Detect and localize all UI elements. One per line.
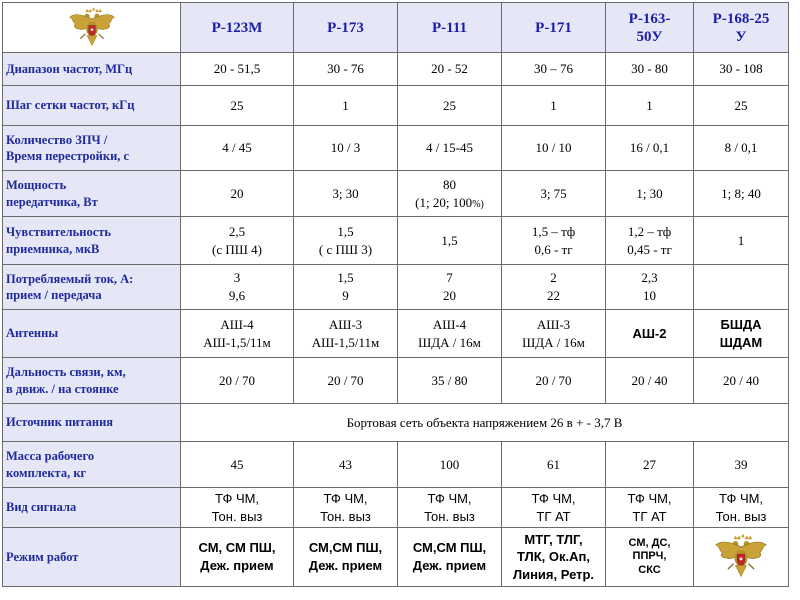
corner-cell (3, 3, 181, 53)
row-label: Антенны (3, 310, 181, 358)
row-signal-type (3, 488, 789, 528)
cell-line: МТГ, ТЛГ, (524, 531, 583, 547)
cell-value (398, 265, 502, 310)
row-label (3, 442, 181, 488)
cell-line: (с ПШ 4) (212, 241, 262, 257)
cell-line: СКС (638, 563, 661, 576)
cell-value: 20 / 40 (694, 358, 789, 404)
cell-line: ТФ ЧМ, (718, 490, 764, 506)
cell-value: 61 (502, 442, 606, 488)
cell-value (502, 265, 606, 310)
cell-value (606, 488, 694, 528)
cell-line: АШ-3 (328, 316, 363, 332)
cell-value-merged: Бортовая сеть объекта напряжением 26 в + - 3,7 В (181, 404, 789, 442)
cell-value: 10 / 10 (502, 126, 606, 171)
cell-line: Тон. выз (715, 508, 767, 524)
cell-line: Линия, Ретр. (512, 566, 595, 582)
cell-line: 2 (550, 270, 557, 286)
cell-line: АШ-1,5/11м (203, 334, 271, 350)
row-label-line1: Дальность связи, км, (6, 365, 126, 380)
cell-value: 30 - 76 (294, 53, 398, 86)
cell-value (181, 528, 294, 587)
cell-value: 1 (502, 86, 606, 126)
cell-line: ШДА / 16м (418, 334, 481, 350)
col-header-r111: Р-111 (398, 3, 502, 53)
cell-line: 3 (233, 270, 241, 286)
row-label-line1: Количество ЗПЧ / (6, 132, 108, 147)
cell-value: 1 (694, 217, 789, 265)
row-label-line2: приемника, мкВ (6, 241, 100, 256)
cell-line: СМ, СМ ПШ, (198, 540, 276, 556)
cell-value: 3; 75 (502, 171, 606, 217)
row-current-consumption (3, 265, 789, 310)
col-header-r168-line2: У (735, 28, 747, 45)
col-header-r163-line2: 50У (636, 28, 663, 45)
cell-value: 39 (694, 442, 789, 488)
cell-line: Тон. выз (320, 508, 371, 524)
cell-value: 27 (606, 442, 694, 488)
row-label-line1: Масса рабочего (6, 449, 95, 464)
cell-line: СМ,СМ ПШ, (412, 540, 487, 556)
cell-value: 20 / 70 (294, 358, 398, 404)
cell-value (181, 265, 294, 310)
cell-value: 4 / 15-45 (398, 126, 502, 171)
cell-line: 2,3 (641, 270, 658, 286)
row-label (3, 171, 181, 217)
row-frequency-range (3, 53, 789, 86)
row-operating-modes (3, 528, 789, 587)
cell-value: 1; 30 (606, 171, 694, 217)
cell-value: 25 (181, 86, 294, 126)
cell-value: 45 (181, 442, 294, 488)
cell-line: ШДАМ (719, 334, 763, 350)
cell-line: ТГ АТ (536, 508, 571, 524)
col-header-r123m: Р-123М (181, 3, 294, 53)
cell-value: 20 - 52 (398, 53, 502, 86)
row-label-line2: передатчика, Вт (6, 194, 98, 209)
cell-line: ТГ АТ (632, 508, 667, 524)
cell-value (294, 488, 398, 528)
cell-line: АШ-1,5/11м (311, 334, 380, 350)
row-label-line1: Потребляемый ток, А: (6, 271, 134, 286)
cell-value: 1 (606, 86, 694, 126)
cell-line: Тон. выз (424, 508, 475, 524)
cell-value: 1; 8; 40 (694, 171, 789, 217)
cell-value (694, 488, 789, 528)
row-label: Диапазон частот, МГц (3, 53, 181, 86)
cell-value-empty (694, 265, 789, 310)
emblem-cell (694, 528, 789, 587)
row-label: Шаг сетки частот, кГц (3, 86, 181, 126)
row-label (3, 126, 181, 171)
cell-line: 1,5 (337, 270, 354, 286)
cell-line: 0,6 - тг (534, 241, 573, 257)
row-label (3, 358, 181, 404)
row-communication-range (3, 358, 789, 404)
cell-line: 0,45 - тг (627, 241, 672, 257)
double-headed-eagle-icon (67, 7, 117, 49)
cell-line: 22 (547, 288, 560, 303)
row-label: Режим работ (3, 528, 181, 587)
row-antennas (3, 310, 789, 358)
cell-value (181, 488, 294, 528)
cell-value: 30 - 80 (606, 53, 694, 86)
row-label-line2: в движ. / на стоянке (6, 381, 119, 396)
col-header-r168-25u (694, 3, 789, 53)
cell-value: 100 (398, 442, 502, 488)
cell-line: АШ-4 (220, 316, 254, 332)
cell-line: ТЛК, Ок.Ап, (517, 549, 590, 565)
cell-value: 3; 30 (294, 171, 398, 217)
cell-line: 1,5 – тф (531, 223, 576, 239)
cell-line: АШ-3 (536, 316, 571, 332)
row-label-line2: прием / передача (6, 288, 102, 302)
row-label (3, 217, 181, 265)
row-label-line2: Время перестройки, с (6, 149, 130, 163)
cell-value: АШ-2 (606, 310, 694, 358)
cell-line: 1,2 – тф (627, 223, 672, 239)
cell-value (398, 528, 502, 587)
specs-table (2, 2, 789, 587)
cell-value: 20 (181, 171, 294, 217)
cell-value: 8 / 0,1 (694, 126, 789, 171)
cell-line: ( с ПШ 3) (318, 241, 373, 257)
cell-value: 4 / 45 (181, 126, 294, 171)
cell-line: ТФ ЧМ, (214, 490, 260, 506)
cell-line: АШ-4 (432, 316, 467, 332)
cell-line: ТФ ЧМ, (531, 490, 576, 506)
cell-line: БШДА (720, 316, 762, 332)
col-header-r168-line1: Р-168-25 (712, 10, 770, 27)
row-set-mass (3, 442, 789, 488)
row-power-source (3, 404, 789, 442)
cell-value: 35 / 80 (398, 358, 502, 404)
cell-text: (1; 20; 100 (415, 194, 473, 210)
cell-value (398, 310, 502, 358)
cell-line: 80 (443, 176, 456, 192)
row-label-line1: Мощность (6, 178, 67, 193)
cell-text-small: %) (472, 198, 484, 210)
cell-line: ШДА / 16м (522, 334, 585, 350)
cell-value (294, 265, 398, 310)
cell-value: 1,5 (398, 217, 502, 265)
cell-line: СМ, ДС, (628, 537, 671, 550)
cell-value: 20 / 40 (606, 358, 694, 404)
cell-line: 9,6 (228, 288, 246, 303)
cell-value (502, 310, 606, 358)
cell-line: Деж. прием (308, 558, 383, 573)
col-header-r163-50u (606, 3, 694, 53)
cell-line (401, 194, 498, 212)
cell-value: 20 - 51,5 (181, 53, 294, 86)
cell-value (294, 528, 398, 587)
cell-value (606, 528, 694, 587)
cell-value (694, 310, 789, 358)
row-transmitter-power (3, 171, 789, 217)
cell-line: 20 (443, 288, 456, 303)
cell-value (606, 217, 694, 265)
cell-value (502, 528, 606, 587)
row-label: Вид сигнала (3, 488, 181, 528)
cell-line: 2,5 (228, 223, 246, 239)
cell-line: ТФ ЧМ, (427, 490, 472, 506)
cell-value: 30 - 108 (694, 53, 789, 86)
cell-line: ТФ ЧМ, (627, 490, 672, 506)
cell-value: 43 (294, 442, 398, 488)
cell-value (181, 310, 294, 358)
cell-value (294, 217, 398, 265)
header-row (3, 3, 789, 53)
cell-line: 9 (342, 288, 349, 303)
cell-value (502, 217, 606, 265)
row-label-line2: комплекта, кг (6, 465, 87, 480)
cell-value: 16 / 0,1 (606, 126, 694, 171)
cell-value (502, 488, 606, 528)
col-header-r173: Р-173 (294, 3, 398, 53)
cell-line: 7 (446, 270, 453, 286)
cell-line: ТФ ЧМ, (323, 490, 368, 506)
cell-value: 10 / 3 (294, 126, 398, 171)
col-header-r171: Р-171 (502, 3, 606, 53)
cell-value: 20 / 70 (181, 358, 294, 404)
cell-value (398, 488, 502, 528)
cell-value: 25 (398, 86, 502, 126)
cell-value: 25 (694, 86, 789, 126)
row-label (3, 265, 181, 310)
col-header-r163-line1: Р-163- (628, 10, 671, 27)
cell-line: Тон. выз (211, 508, 263, 524)
cell-value (606, 265, 694, 310)
cell-value (181, 217, 294, 265)
cell-line: ППРЧ, (632, 550, 667, 563)
row-frequency-step (3, 86, 789, 126)
row-receiver-sensitivity (3, 217, 789, 265)
cell-value-r111 (398, 171, 502, 217)
row-label-line1: Чувствительность (6, 225, 112, 240)
cell-value: 20 / 70 (502, 358, 606, 404)
double-headed-eagle-icon (713, 533, 769, 581)
row-label: Источник питания (3, 404, 181, 442)
cell-value: 30 – 76 (502, 53, 606, 86)
cell-line: СМ,СМ ПШ, (308, 540, 383, 556)
cell-value (294, 310, 398, 358)
cell-line: Деж. прием (412, 558, 487, 573)
cell-line: 10 (643, 288, 656, 303)
row-presets-tuning-time (3, 126, 789, 171)
cell-value: 1 (294, 86, 398, 126)
cell-line: 1,5 (337, 223, 354, 239)
cell-line: Деж. прием (200, 558, 274, 573)
